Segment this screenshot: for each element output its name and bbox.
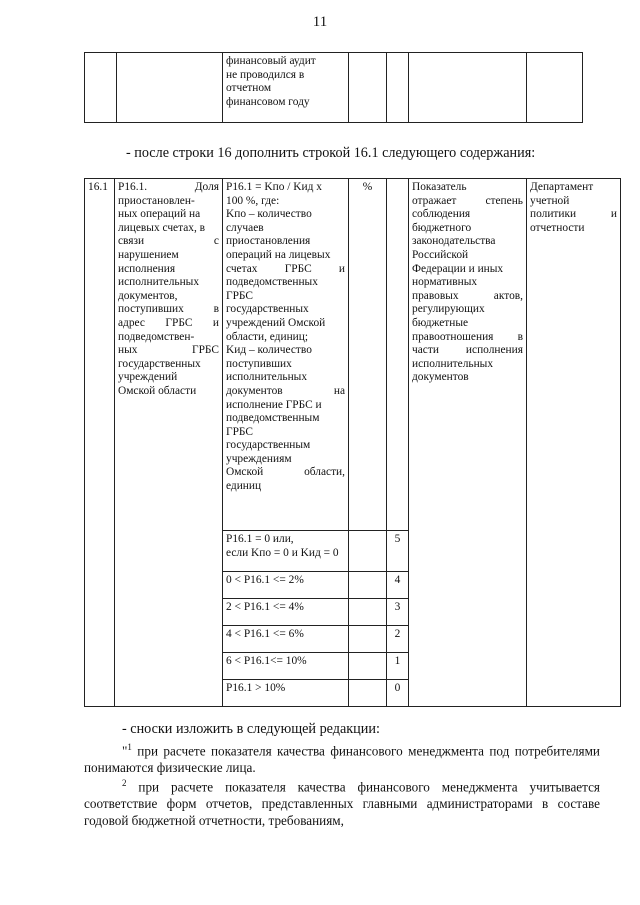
- cell-empty: [387, 179, 409, 531]
- page-number: 11: [312, 14, 328, 30]
- cell-empty: [117, 53, 223, 123]
- footnote-1: "$^1$ при расчете показателя качества финансового менеджмента под потребителями понимаются физические лица.: [84, 742, 600, 776]
- score-condition: 4 < P16.1 <= 6%: [223, 626, 349, 653]
- score-condition: Р16.1 = 0 или, если Kпо = 0 и Kид = 0: [223, 531, 349, 572]
- cell-empty: [349, 53, 387, 123]
- cell-empty: [349, 531, 387, 572]
- cell-empty: [349, 572, 387, 599]
- indicator-name: Р16.1. Доля приостановлен- ных операций на лицевых счетах, в связи с нарушением исполнения исполнительных документов, поступивших в адрес ГРБС и подведомствен- ных ГРБС государственных учреждений Омской области: [115, 179, 223, 707]
- cell-empty: [349, 653, 387, 680]
- cell-empty: [409, 53, 527, 123]
- score-condition: P16.1 > 10%: [223, 680, 349, 707]
- row-16-1-table: [84, 178, 621, 707]
- score-value: 4: [387, 572, 409, 599]
- cell-empty: [85, 53, 117, 123]
- row-number: 16.1: [85, 179, 115, 707]
- footnotes-heading: - сноски изложить в следующей редакции:: [122, 721, 380, 737]
- score-value: 3: [387, 599, 409, 626]
- score-condition: 2 < P16.1 <= 4%: [223, 599, 349, 626]
- cell-empty: [349, 599, 387, 626]
- cell-empty: [349, 626, 387, 653]
- cell-empty: [527, 53, 583, 123]
- score-condition: 6 < P16.1<= 10%: [223, 653, 349, 680]
- footnote-2: $^2$ при расчете показателя качества финансового менеджмента учитывается соответствие форм отчетов, представленных главными администраторами в составе годовой бюджетной отчетности, требованиям,: [84, 778, 600, 829]
- score-value: 5: [387, 531, 409, 572]
- cell-empty: [387, 53, 409, 123]
- score-value: 2: [387, 626, 409, 653]
- indicator-description: Показатель отражает степень соблюдения бюджетного законодательства Российской Федерации и иных нормативных правовых актов, регулирующих бюджетные правоотношения в части исполнения исполнительных документов: [409, 179, 527, 707]
- score-value: 1: [387, 653, 409, 680]
- top-table-text: финансовый аудит не проводился в отчетном финансовом году: [223, 53, 349, 123]
- instruction-text: - после строки 16 дополнить строкой 16.1 следующего содержания:: [126, 145, 536, 161]
- unit-of-measure: %: [349, 179, 387, 531]
- cell-empty: [349, 680, 387, 707]
- score-condition: 0 < P16.1 <= 2%: [223, 572, 349, 599]
- responsible-department: Департамент учетной политики и отчетности: [527, 179, 621, 707]
- top-table-fragment: [84, 52, 583, 123]
- calculation-formula: Р16.1 = Kпо / Kид х 100 %, где: Kпо – количество случаев приостановления операций на лицевых счетах ГРБС и подведомственных ГРБС государственных учреждений Омской области, единиц; Kид – количество поступивших исполнительных документов на исполнение ГРБС и подведомственным ГРБС государственным учреждениям Омской области, единиц: [223, 179, 349, 531]
- score-value: 0: [387, 680, 409, 707]
